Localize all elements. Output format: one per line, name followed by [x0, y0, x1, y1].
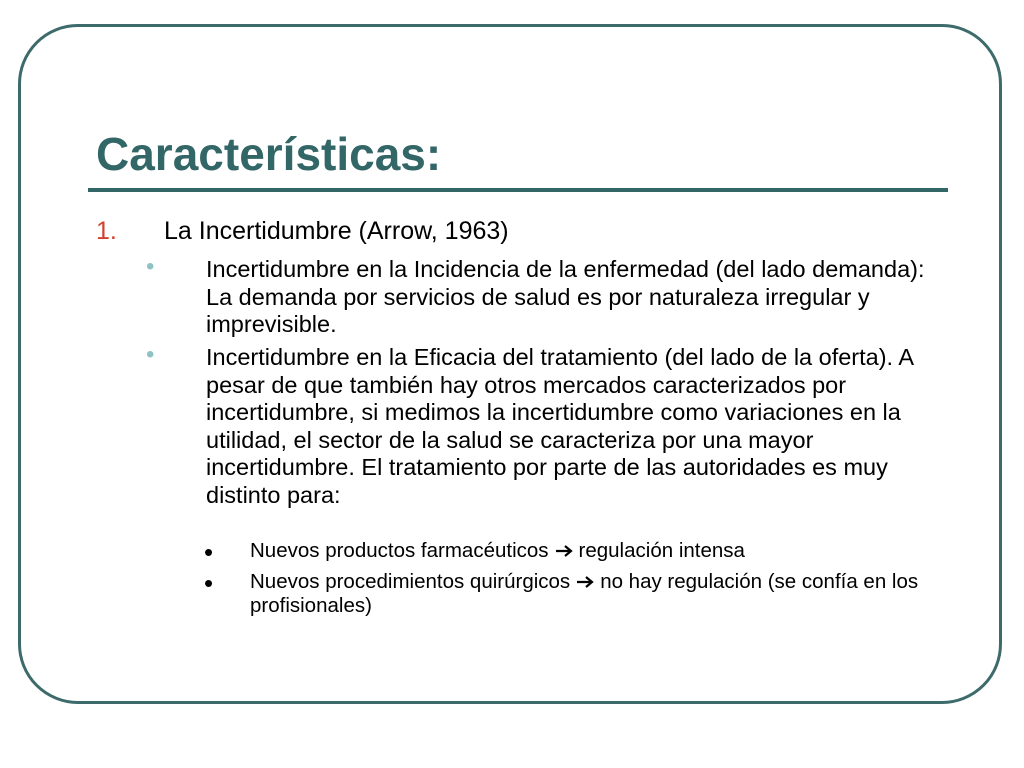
bullet-marker: • — [146, 253, 155, 280]
sub-bullet-marker: • — [204, 537, 214, 567]
bullet-marker: • — [146, 341, 155, 368]
title-underline — [88, 188, 948, 192]
right-arrow-icon — [555, 544, 575, 558]
list-item-title: La Incertidumbre (Arrow, 1963) — [164, 217, 509, 245]
sub-bullet-lead: Nuevos procedimientos quirúrgicos — [250, 570, 571, 593]
bullet-text: Incertidumbre en la Eficacia del tratamiento (del lado de la oferta). A pesar de que también hay otros mercados caracterizados por incertidumbre, si medimos la incertidumbre como variaciones en la utilidad, el sector de la salud se caracteriza por una mayor incertidumbre. El tratamiento por parte de las autoridades es muy distinto para: — [206, 344, 913, 508]
bullet-text: Incertidumbre en la Incidencia de la enfermedad (del lado demanda): La demanda por servicios de salud es por naturaleza irregular y imprevisible. — [206, 256, 925, 337]
list-number-marker: 1. — [96, 217, 117, 245]
sub-bullet-text — [250, 539, 950, 563]
sub-bullet-text — [250, 570, 950, 618]
right-arrow-icon — [576, 575, 596, 589]
sub-bullet-result: regulación intensa — [578, 539, 745, 562]
sub-bullet-result: no hay regulación (se confía en los profisionales) — [250, 570, 919, 617]
sub-bullet-marker: • — [204, 568, 214, 598]
slide-title: Características: — [96, 128, 442, 180]
sub-bullet-lead: Nuevos productos farmacéuticos — [250, 539, 549, 562]
